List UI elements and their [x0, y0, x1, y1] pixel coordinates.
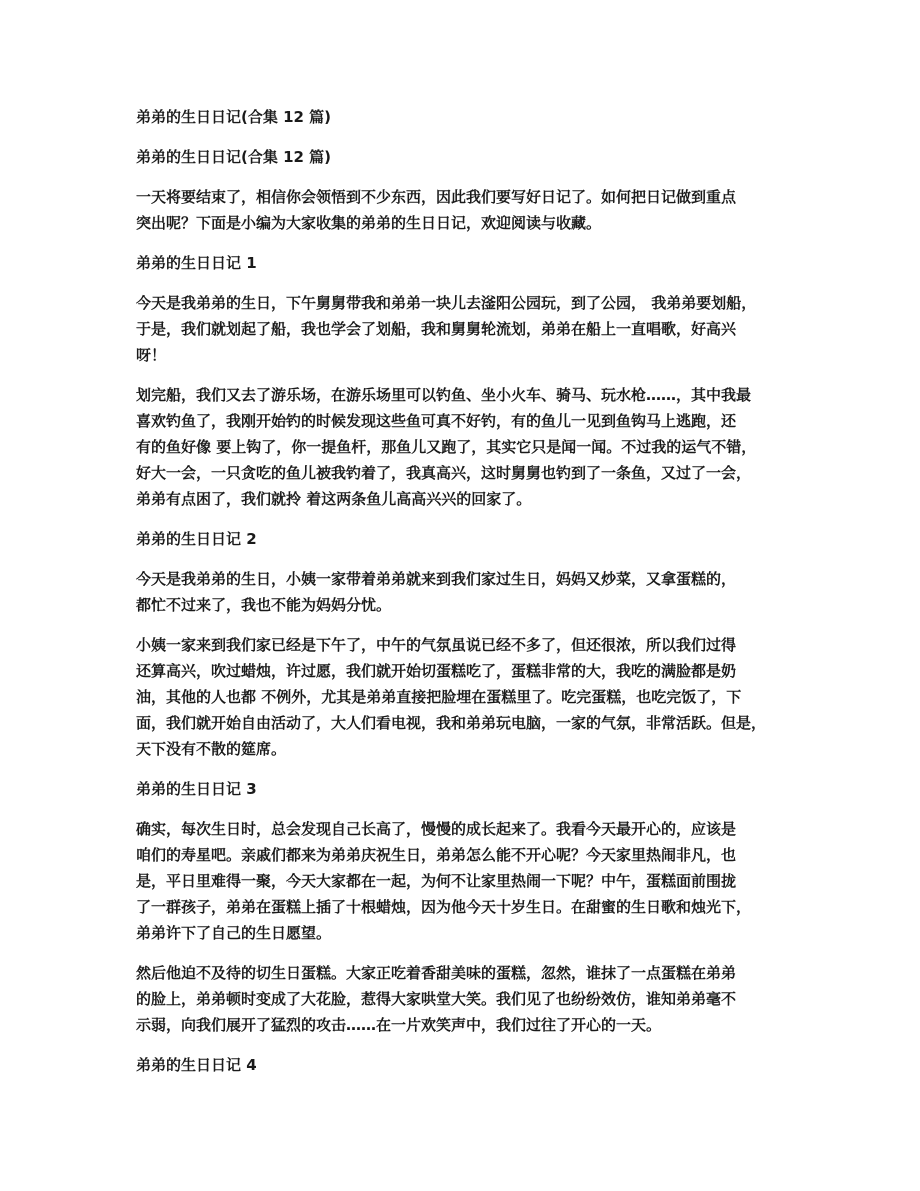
- paragraph-line: 都忙不过来了，我也不能为妈妈分忧。: [136, 596, 392, 614]
- paragraph-line: 然后他迫不及待的切生日蛋糕。大家正吃着香甜美味的蛋糕，忽然，谁抹了一点蛋糕在弟弟: [136, 964, 737, 982]
- paragraph-line: 咱们的寿星吧。亲戚们都来为弟弟庆祝生日，弟弟怎么能不开心呢？今天家里热闹非凡，也: [136, 846, 737, 864]
- document-subtitle: 弟弟的生日日记(合集 12 篇): [136, 148, 332, 166]
- section-2-paragraph-2: [136, 632, 786, 762]
- paragraph-line: 确实，每次生日时，总会发现自己长高了，慢慢的成长起来了。我看今天最开心的，应该是: [136, 820, 737, 838]
- paragraph-line: 还算高兴，吹过蜡烛，许过愿，我们就开始切蛋糕吃了，蛋糕非常的大，我吃的满脸都是奶: [136, 662, 737, 680]
- paragraph-line: 了一群孩子，弟弟在蛋糕上插了十根蜡烛，因为他今天十岁生日。在甜蜜的生日歌和烛光下，: [136, 898, 752, 916]
- paragraph-line: 的脸上，弟弟顿时变成了大花脸，惹得大家哄堂大笑。我们见了也纷纷效仿，谁知弟弟毫不: [136, 990, 737, 1008]
- section-1-paragraph-2: [136, 382, 786, 512]
- section-2-paragraph-1: [136, 566, 786, 618]
- paragraph-line: 今天是我弟弟的生日，下午舅舅带我和弟弟一块儿去滏阳公园玩，到了公园， 我弟弟要划船，: [136, 294, 757, 312]
- paragraph-line: 面，我们就开始自由活动了，大人们看电视，我和弟弟玩电脑，一家的气氛，非常活跃。但是，: [136, 714, 767, 732]
- paragraph-line: 呀！: [136, 346, 167, 364]
- paragraph-line: 天下没有不散的筵席。: [136, 740, 287, 758]
- paragraph-line: 一天将要结束了，相信你会领悟到不少东西，因此我们要写好日记了。如何把日记做到重点: [136, 188, 737, 206]
- paragraph-line: 弟弟许下了自己的生日愿望。: [136, 924, 332, 942]
- paragraph-line: 油，其他的人也都 不例外，尤其是弟弟直接把脸埋在蛋糕里了。吃完蛋糕，也吃完饭了，下: [136, 688, 742, 706]
- paragraph-line: 于是，我们就划起了船，我也学会了划船，我和舅舅轮流划，弟弟在船上一直唱歌，好高兴: [136, 320, 737, 338]
- intro-paragraph: [136, 184, 786, 236]
- paragraph-line: 划完船，我们又去了游乐场，在游乐场里可以钓鱼、坐小火车、骑马、玩水枪……，其中我最: [136, 386, 752, 404]
- paragraph-line: 喜欢钓鱼了，我刚开始钓的时候发现这些鱼可真不好钓，有的鱼儿一见到鱼钩马上逃跑，还: [136, 412, 737, 430]
- paragraph-line: 有的鱼好像 要上钩了，你一提鱼杆，那鱼儿又跑了，其实它只是闻一闻。不过我的运气不错，: [136, 438, 757, 456]
- paragraph-line: 好大一会，一只贪吃的鱼儿被我钓着了，我真高兴，这时舅舅也钓到了一条鱼，又过了一会，: [136, 464, 752, 482]
- paragraph-line: 今天是我弟弟的生日，小姨一家带着弟弟就来到我们家过生日，妈妈又炒菜，又拿蛋糕的，: [136, 570, 737, 588]
- paragraph-line: 示弱，向我们展开了猛烈的攻击……在一片欢笑声中，我们过往了开心的一天。: [136, 1016, 662, 1034]
- section-heading: 弟弟的生日日记 4: [136, 1056, 257, 1074]
- paragraph-line: 小姨一家来到我们家已经是下午了，中午的气氛虽说已经不多了，但还很浓，所以我们过得: [136, 636, 737, 654]
- section-heading: 弟弟的生日日记 3: [136, 780, 257, 798]
- document-title: 弟弟的生日日记(合集 12 篇): [136, 108, 332, 126]
- section-heading: 弟弟的生日日记 1: [136, 254, 257, 272]
- paragraph-line: 突出呢？下面是小编为大家收集的弟弟的生日日记，欢迎阅读与收藏。: [136, 214, 602, 232]
- paragraph-line: 弟弟有点困了，我们就拎 着这两条鱼儿高高兴兴的回家了。: [136, 490, 532, 508]
- section-3-paragraph-2: [136, 960, 786, 1038]
- section-1-paragraph-1: [136, 290, 786, 368]
- section-3-paragraph-1: [136, 816, 786, 946]
- paragraph-line: 是，平日里难得一聚，今天大家都在一起，为何不让家里热闹一下呢？中午，蛋糕面前围拢: [136, 872, 737, 890]
- section-heading: 弟弟的生日日记 2: [136, 530, 257, 548]
